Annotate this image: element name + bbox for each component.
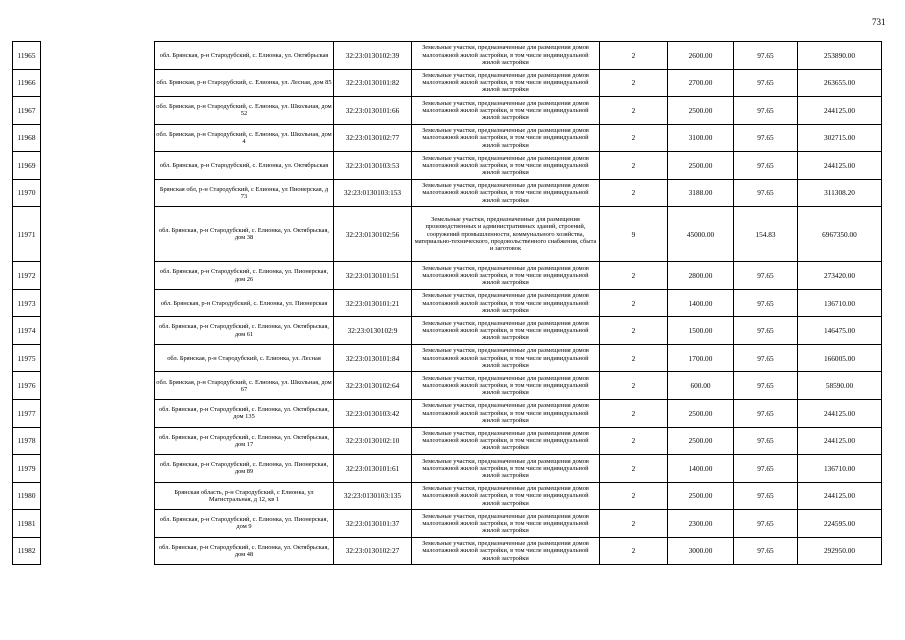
row-number-cell: 11966 [13,69,41,97]
cadastral-number-cell: 32:23:0130102:56 [334,207,412,262]
blank-cell [41,482,155,510]
table-row [13,317,882,345]
row-number-cell: 11968 [13,124,41,152]
row-number-cell: 11967 [13,97,41,125]
purpose-code-cell: 2 [600,427,668,455]
cadastral-number-cell: 32:23:0130101:37 [334,510,412,538]
address-cell: обл. Брянская, р-н Стародубский, с. Елионка, ул. Октябрьская, дом 61 [155,317,334,345]
land-purpose-cell: Земельные участки, предназначенные для размещения домов малоэтажной жилой застройки, в том числе индивидуальной жилой застройки [412,510,600,538]
address-cell: обл. Брянская, р-н Стародубский, с. Елионка, ул. Пионерская, дом 26 [155,262,334,290]
blank-cell [41,372,155,400]
specific-value-cell: 97.65 [734,42,798,70]
cadastral-value-cell: 244125.00 [798,400,882,428]
area-cell: 1400.00 [668,455,734,483]
address-cell: обл. Брянская, р-н Стародубский, с. Елионка, ул. Пионерская, дом 89 [155,455,334,483]
specific-value-cell: 97.65 [734,289,798,317]
purpose-code-cell: 2 [600,482,668,510]
area-cell: 2300.00 [668,510,734,538]
cadastral-number-cell: 32:23:0130102:39 [334,42,412,70]
row-number-cell: 11975 [13,344,41,372]
blank-cell [41,179,155,207]
area-cell: 2500.00 [668,400,734,428]
blank-cell [41,207,155,262]
address-cell: обл. Брянская, р-н Стародубский, с. Елионка, ул. Пионерская [155,289,334,317]
table-row [13,455,882,483]
specific-value-cell: 97.65 [734,69,798,97]
specific-value-cell: 97.65 [734,179,798,207]
area-cell: 2600.00 [668,42,734,70]
land-purpose-cell: Земельные участки, предназначенные для размещения домов малоэтажной жилой застройки, в том числе индивидуальной жилой застройки [412,427,600,455]
land-purpose-cell: Земельные участки, предназначенные для размещения домов малоэтажной жилой застройки, в том числе индивидуальной жилой застройки [412,400,600,428]
address-cell: обл. Брянская, р-н Стародубский, с. Елионка, ул. Лесная [155,344,334,372]
blank-cell [41,317,155,345]
area-cell: 2700.00 [668,69,734,97]
address-cell: обл. Брянская, р-н Стародубский, с. Елионка, ул. Пионерская, дом 9 [155,510,334,538]
specific-value-cell: 97.65 [734,372,798,400]
row-number-cell: 11977 [13,400,41,428]
area-cell: 3188.00 [668,179,734,207]
area-cell: 2500.00 [668,152,734,180]
blank-cell [41,124,155,152]
purpose-code-cell: 2 [600,289,668,317]
address-cell: Брянская область, р-н Стародубский, с Елионка, ул Магистральная, д 12, кв 1 [155,482,334,510]
blank-cell [41,42,155,70]
table-row [13,482,882,510]
specific-value-cell: 97.65 [734,97,798,125]
table-row [13,124,882,152]
land-purpose-cell: Земельные участки, предназначенные для размещения домов малоэтажной жилой застройки, в том числе индивидуальной жилой застройки [412,317,600,345]
purpose-code-cell: 2 [600,69,668,97]
table-row [13,400,882,428]
land-purpose-cell: Земельные участки, предназначенные для размещения домов малоэтажной жилой застройки, в том числе индивидуальной жилой застройки [412,152,600,180]
land-purpose-cell: Земельные участки, предназначенные для размещения домов малоэтажной жилой застройки, в том числе индивидуальной жилой застройки [412,289,600,317]
land-purpose-cell: Земельные участки, предназначенные для размещения домов малоэтажной жилой застройки, в том числе индивидуальной жилой застройки [412,69,600,97]
table-row [13,537,882,565]
area-cell: 2500.00 [668,427,734,455]
cadastral-value-cell: 311308.20 [798,179,882,207]
land-purpose-cell: Земельные участки, предназначенные для размещения домов малоэтажной жилой застройки, в том числе индивидуальной жилой застройки [412,124,600,152]
blank-cell [41,455,155,483]
purpose-code-cell: 2 [600,537,668,565]
cadastral-value-cell: 244125.00 [798,97,882,125]
table-row [13,262,882,290]
blank-cell [41,344,155,372]
specific-value-cell: 154.83 [734,207,798,262]
blank-cell [41,152,155,180]
row-number-cell: 11971 [13,207,41,262]
purpose-code-cell: 2 [600,344,668,372]
row-number-cell: 11982 [13,537,41,565]
blank-cell [41,510,155,538]
land-purpose-cell: Земельные участки, предназначенные для размещения домов малоэтажной жилой застройки, в том числе индивидуальной жилой застройки [412,179,600,207]
area-cell: 1700.00 [668,344,734,372]
table-row [13,97,882,125]
area-cell: 1400.00 [668,289,734,317]
land-purpose-cell: Земельные участки, предназначенные для размещения домов малоэтажной жилой застройки, в том числе индивидуальной жилой застройки [412,344,600,372]
row-number-cell: 11969 [13,152,41,180]
area-cell: 600.00 [668,372,734,400]
purpose-code-cell: 2 [600,510,668,538]
specific-value-cell: 97.65 [734,482,798,510]
table-row [13,427,882,455]
cadastral-number-cell: 32:23:0130102:10 [334,427,412,455]
land-purpose-cell: Земельные участки, предназначенные для размещения домов малоэтажной жилой застройки, в том числе индивидуальной жилой застройки [412,372,600,400]
cadastral-number-cell: 32:23:0130102:77 [334,124,412,152]
table-row [13,42,882,70]
row-number-cell: 11978 [13,427,41,455]
cadastral-value-cell: 273420.00 [798,262,882,290]
cadastral-value-cell: 302715.00 [798,124,882,152]
address-cell: обл. Брянская, р-н Стародубский, с. Елионка, ул. Октябрьская, дом 135 [155,400,334,428]
specific-value-cell: 97.65 [734,537,798,565]
cadastral-number-cell: 32:23:0130101:66 [334,97,412,125]
cadastral-value-cell: 244125.00 [798,482,882,510]
purpose-code-cell: 2 [600,262,668,290]
table-row [13,289,882,317]
area-cell: 2500.00 [668,482,734,510]
purpose-code-cell: 9 [600,207,668,262]
table-row [13,69,882,97]
cadastral-number-cell: 32:23:0130101:61 [334,455,412,483]
address-cell: Брянская обл, р-н Стародубский, с Елионка, ул Пионерская, д 73 [155,179,334,207]
land-purpose-cell: Земельные участки, предназначенные для размещения домов малоэтажной жилой застройки, в том числе индивидуальной жилой застройки [412,537,600,565]
purpose-code-cell: 2 [600,400,668,428]
cadastral-number-cell: 32:23:0130103:53 [334,152,412,180]
table-row [13,179,882,207]
purpose-code-cell: 2 [600,42,668,70]
table-body [13,42,882,565]
table-row [13,372,882,400]
specific-value-cell: 97.65 [734,262,798,290]
purpose-code-cell: 2 [600,152,668,180]
table-row [13,510,882,538]
cadastral-value-table [12,41,882,565]
specific-value-cell: 97.65 [734,427,798,455]
land-purpose-cell: Земельные участки, предназначенные для размещения домов малоэтажной жилой застройки, в том числе индивидуальной жилой застройки [412,455,600,483]
blank-cell [41,427,155,455]
blank-cell [41,97,155,125]
address-cell: обл. Брянская, р-н Стародубский, с. Елионка, ул. Школьная, дом 4 [155,124,334,152]
land-purpose-cell: Земельные участки, предназначенные для размещения производственных и административных зданий, строений, сооружений промышленности, коммунального хозяйства, материально-технического, продовольственного снабжения, сбыта и заготовок [412,207,600,262]
row-number-cell: 11980 [13,482,41,510]
specific-value-cell: 97.65 [734,152,798,180]
cadastral-number-cell: 32:23:0130101:82 [334,69,412,97]
blank-cell [41,262,155,290]
address-cell: обл. Брянская, р-н Стародубский, с. Елионка, ул. Октябрьская, дом 38 [155,207,334,262]
address-cell: обл. Брянская, р-н Стародубский, с. Елионка, ул. Школьная, дом 67 [155,372,334,400]
specific-value-cell: 97.65 [734,400,798,428]
cadastral-value-cell: 136710.00 [798,455,882,483]
purpose-code-cell: 2 [600,455,668,483]
land-purpose-cell: Земельные участки, предназначенные для размещения домов малоэтажной жилой застройки, в том числе индивидуальной жилой застройки [412,42,600,70]
cadastral-value-cell: 292950.00 [798,537,882,565]
row-number-cell: 11979 [13,455,41,483]
cadastral-number-cell: 32:23:0130102:27 [334,537,412,565]
area-cell: 45000.00 [668,207,734,262]
row-number-cell: 11974 [13,317,41,345]
row-number-cell: 11981 [13,510,41,538]
cadastral-value-cell: 166005.00 [798,344,882,372]
blank-cell [41,289,155,317]
cadastral-number-cell: 32:23:0130101:84 [334,344,412,372]
page-number: 731 [872,17,886,27]
land-purpose-cell: Земельные участки, предназначенные для размещения домов малоэтажной жилой застройки, в том числе индивидуальной жилой застройки [412,97,600,125]
cadastral-value-cell: 244125.00 [798,152,882,180]
specific-value-cell: 97.65 [734,344,798,372]
specific-value-cell: 97.65 [734,317,798,345]
address-cell: обл. Брянская, р-н Стародубский, с. Елионка, ул. Октябрьская [155,152,334,180]
cadastral-number-cell: 32:23:0130102:9 [334,317,412,345]
land-purpose-cell: Земельные участки, предназначенные для размещения домов малоэтажной жилой застройки, в том числе индивидуальной жилой застройки [412,262,600,290]
cadastral-value-cell: 136710.00 [798,289,882,317]
purpose-code-cell: 2 [600,97,668,125]
row-number-cell: 11976 [13,372,41,400]
table-row [13,207,882,262]
row-number-cell: 11970 [13,179,41,207]
land-purpose-cell: Земельные участки, предназначенные для размещения домов малоэтажной жилой застройки, в том числе индивидуальной жилой застройки [412,482,600,510]
address-cell: обл. Брянская, р-н Стародубский, с. Елионка, ул. Лесная, дом 85 [155,69,334,97]
area-cell: 2800.00 [668,262,734,290]
blank-cell [41,69,155,97]
row-number-cell: 11972 [13,262,41,290]
table-row [13,344,882,372]
specific-value-cell: 97.65 [734,124,798,152]
cadastral-number-cell: 32:23:0130103:153 [334,179,412,207]
cadastral-value-cell: 263655.00 [798,69,882,97]
cadastral-value-cell: 146475.00 [798,317,882,345]
blank-cell [41,400,155,428]
cadastral-value-cell: 253890.00 [798,42,882,70]
purpose-code-cell: 2 [600,372,668,400]
purpose-code-cell: 2 [600,179,668,207]
purpose-code-cell: 2 [600,317,668,345]
cadastral-value-cell: 224595.00 [798,510,882,538]
address-cell: обл. Брянская, р-н Стародубский, с. Елионка, ул. Октябрьская [155,42,334,70]
cadastral-value-cell: 58590.00 [798,372,882,400]
row-number-cell: 11965 [13,42,41,70]
specific-value-cell: 97.65 [734,510,798,538]
area-cell: 2500.00 [668,97,734,125]
address-cell: обл. Брянская, р-н Стародубский, с. Елионка, ул. Октябрьская, дом 17 [155,427,334,455]
cadastral-number-cell: 32:23:0130102:64 [334,372,412,400]
cadastral-value-cell: 244125.00 [798,427,882,455]
address-cell: обл. Брянская, р-н Стародубский, с. Елионка, ул. Школьная, дом 52 [155,97,334,125]
area-cell: 3000.00 [668,537,734,565]
cadastral-number-cell: 32:23:0130101:21 [334,289,412,317]
table-row [13,152,882,180]
address-cell: обл. Брянская, р-н Стародубский, с. Елионка, ул. Октябрьская, дом 48 [155,537,334,565]
cadastral-value-cell: 6967350.00 [798,207,882,262]
purpose-code-cell: 2 [600,124,668,152]
row-number-cell: 11973 [13,289,41,317]
cadastral-number-cell: 32:23:0130103:135 [334,482,412,510]
cadastral-number-cell: 32:23:0130103:42 [334,400,412,428]
area-cell: 3100.00 [668,124,734,152]
specific-value-cell: 97.65 [734,455,798,483]
area-cell: 1500.00 [668,317,734,345]
cadastral-number-cell: 32:23:0130101:51 [334,262,412,290]
blank-cell [41,537,155,565]
